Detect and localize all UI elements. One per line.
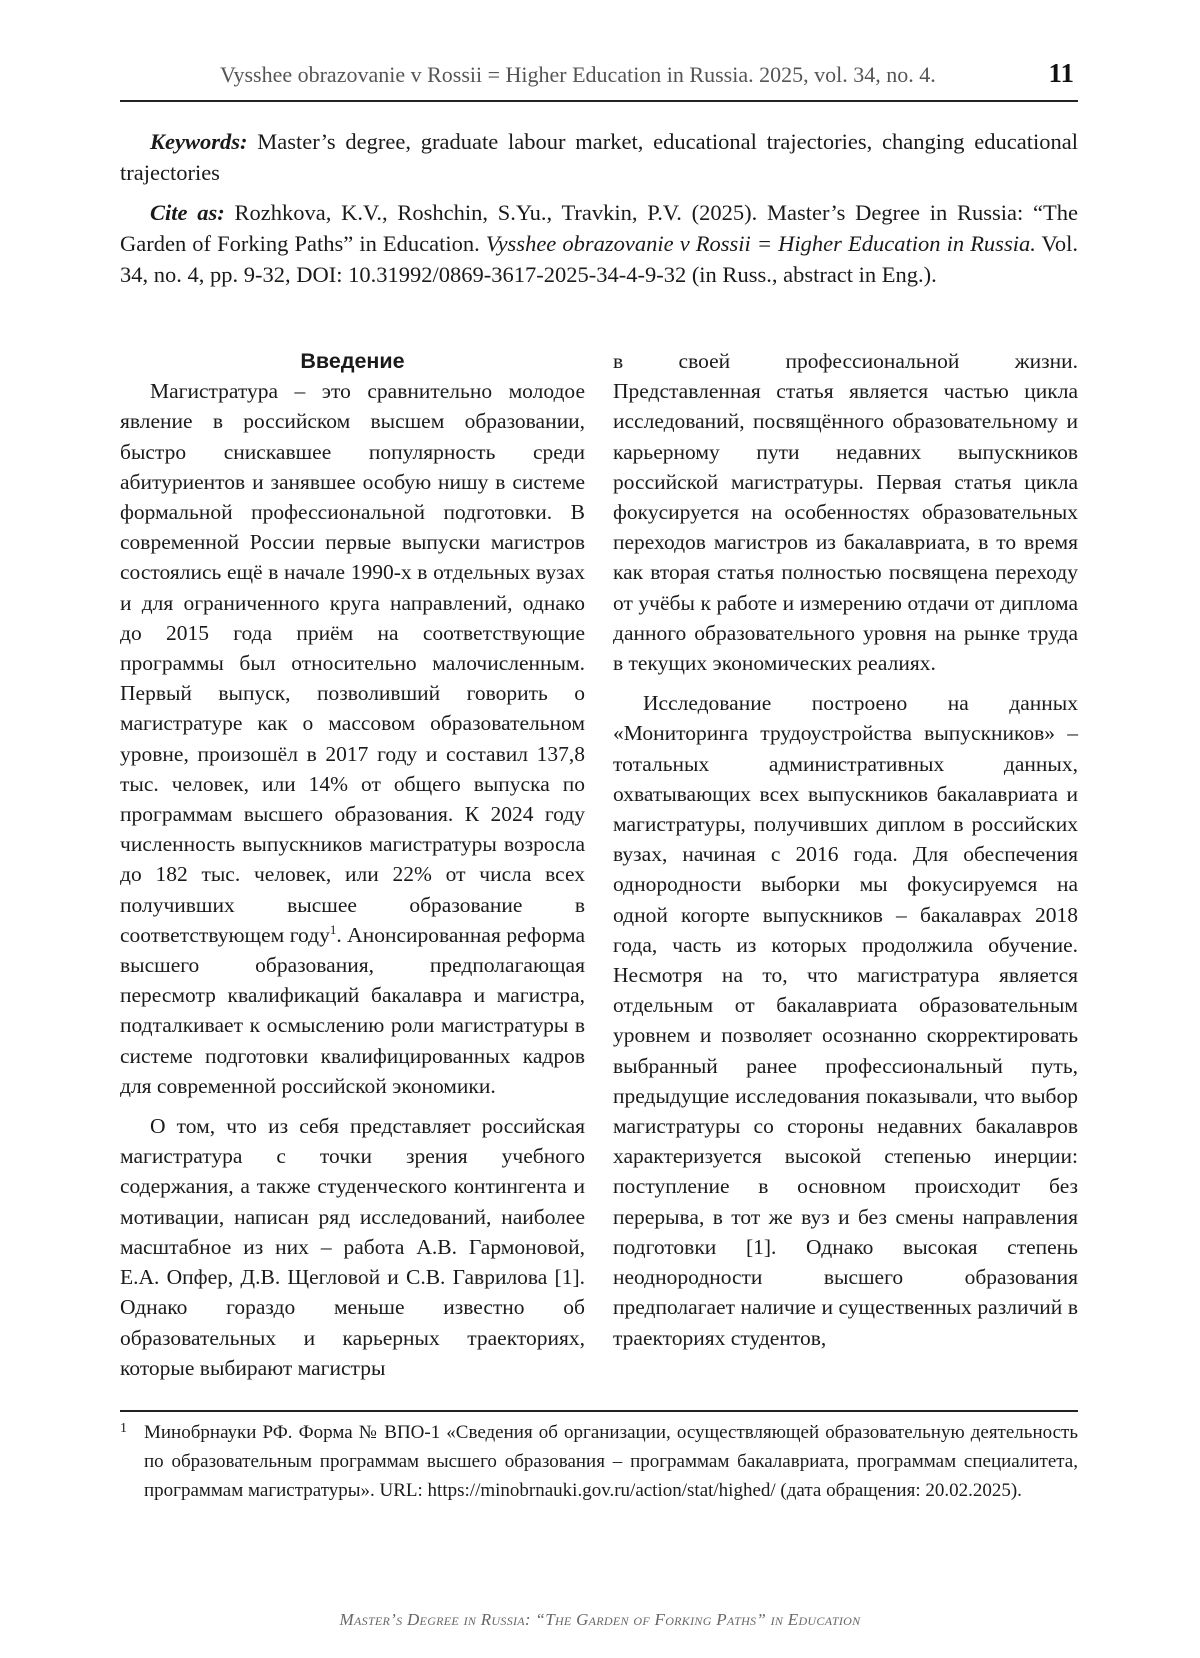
citation-paragraph — [120, 197, 1078, 290]
cite-text-after: Vol. 34, no. 4, pp. 9-32, DOI: 10.31992/0869-3617-2025-34-4-9-32 (in Russ., abstract in Eng.). — [120, 231, 1079, 287]
cite-label: Cite as: — [150, 200, 225, 225]
body-paragraph-2-continued: в своей профессиональной жизни. Представленная статья является частью цикла исследований, посвящённого образовательному и карьерному пути недавних выпускников российской магистратуры. Первая статья цикла фокусируется на особенностях образовательных переходов магистров из бакалавриата, в то время как вторая статья полностью посвящена переходу от учёбы к работе и измерению отдачи от диплома данного образовательного уровня на рынке труда в текущих экономических реалиях. — [613, 349, 1078, 676]
right-column — [613, 346, 1078, 1353]
body-paragraph-3: Исследование построено на данных «Мониторинга трудоустройства выпускников» – тотальных административных данных, охватывающих всех выпускников бакалавриата и магистратуры, получивших диплом в российских вузах, начиная с 2016 года. Для обеспечения однородности выборки мы фокусируемся на одной когорте выпускников – бакалаврах 2018 года, часть из которых продолжила обучение. Несмотря на то, что магистратура является отдельным от бакалавриата образовательным уровнем и позволяет осознанно скорректировать выбранный ранее профессиональный путь, предыдущие исследования показывали, что выбор магистратуры со стороны недавних бакалавров характеризуется высокой степенью инерции: поступление в основном происходит без перерыва, в тот же вуз и без смены направления подготовки [1]. Однако высокая степень неоднородности высшего образования предполагает наличие и существенных различий в траекториях студентов, — [613, 691, 1078, 1350]
footnote-reference[interactable]: 1 — [329, 921, 337, 937]
left-column — [120, 346, 585, 1383]
body-paragraph-1 — [120, 376, 585, 1101]
footnote-text: Минобрнауки РФ. Форма № ВПО-1 «Сведения об организации, осуществляющей образовательную деятельность по образовательным программам высшего образования – программам бакалавриата, программам специалитета, программам магистратуры». URL: https://minobrnauki.gov.ru/action/stat/highed/ (дата обращения: 20.02.2025). — [144, 1422, 1078, 1501]
footnote-mark: 1 — [120, 1421, 127, 1436]
body-paragraph-1-end: . Анонсированная реформа высшего образования, предполагающая пересмотр квалификаций бакалавра и магистра, подталкивает к осмыслению роли магистратуры в системе подготовки квалифицированных кадров для современной российской экономики. — [120, 922, 585, 1098]
cite-text-before: Rozhkova, K.V., Roshchin, S.Yu., Travkin, P.V. (2025). Master’s Degree in Russia: “The Garden of Forking Paths” in Education. — [120, 200, 1079, 256]
keywords-paragraph — [120, 126, 1078, 188]
running-footer: Master’s Degree in Russia: “The Garden of Forking Paths” in Education — [339, 1610, 861, 1629]
page-number: 11 — [1048, 58, 1074, 88]
footnote-divider — [120, 1410, 1078, 1412]
keywords-label: Keywords: — [150, 129, 248, 154]
footnote — [120, 1418, 1078, 1505]
body-paragraph-2: О том, что из себя представляет российская магистратура с точки зрения учебного содержания, а также студенческого контингента и мотивации, написан ряд исследований, наиболее масштабное из них – работа А.В. Гармоновой, Е.А. Опфер, Д.В. Щегловой и С.В. Гаврилова [1]. Однако гораздо меньше известно об образовательных и карьерных траекториях, которые выбирают магистры — [120, 1114, 585, 1380]
keywords-text: Master’s degree, graduate labour market, educational trajectories, changing educational trajectories — [120, 129, 1078, 185]
section-heading-introduction: Введение — [300, 349, 405, 373]
body-paragraph-1-text: Магистратура – это сравнительно молодое явление в российском высшем образовании, быстро снискавшее популярность среди абитуриентов и занявшее особую нишу в системе формальной профессиональной подготовки. В современной России первые выпуски магистров состоялись ещё в начале 1990-х в отдельных вузах и для ограниченного круга направлений, однако до 2015 года приём на соответствующие программы был относительно малочисленным. Первый выпуск, позволивший говорить о магистратуре как о массовом образовательном уровне, произошёл в 2017 году и составил 137,8 тыс. человек, или 14% от общего выпуска по программам высшего образования. К 2024 году численность выпускников магистратуры возросла до 182 тыс. человек, или 22% от числа всех получивших высшее образование в соответствующем году — [120, 379, 585, 947]
article-metadata — [120, 126, 1078, 299]
running-header — [120, 56, 1078, 102]
journal-running-title: Vysshee obrazovanie v Rossii = Higher Education in Russia. 2025, vol. 34, no. 4. — [220, 62, 936, 87]
cite-journal: Vysshee obrazovanie v Rossii = Higher Education in Russia. — [485, 231, 1036, 256]
